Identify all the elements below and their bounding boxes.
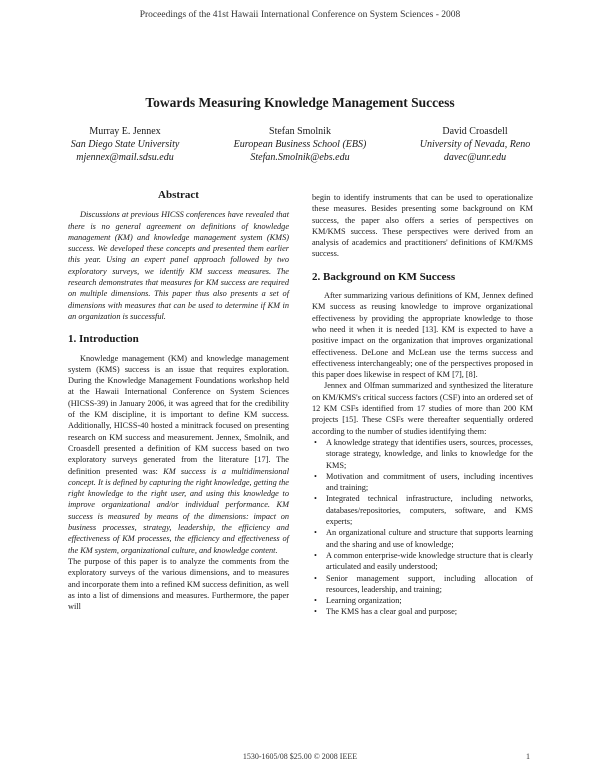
intro-continuation: begin to identify instruments that can be used to operationalize these measures. Besides presenting some background on KM success, the paper also offers a series of perspectives on KM/KMS success. These perspectives were derived from an analysis of academics and practitioners' definitions of KM/KMS success.: [312, 193, 533, 259]
author-3: [390, 125, 560, 164]
abstract-heading: Abstract: [158, 189, 199, 201]
paper-title: Towards Measuring Knowledge Management Success: [145, 95, 455, 110]
background-paragraph-2: Jennex and Olfman summarized and synthesized the literature on KM/KMS's critical success factors (CSF) into an ordered set of 12 KM CSFs identified from 17 studies of more than 200 KM projects [15]. These CSFs were thereafter sequentially ordered according to the number of studies identifying them:: [312, 381, 533, 436]
left-column: [68, 190, 289, 612]
list-item: • Learning organization;: [326, 595, 533, 606]
page-number: 1: [526, 752, 530, 761]
background-heading: 2. Background on KM Success: [312, 270, 456, 283]
author-2: [215, 125, 385, 164]
list-item: • An organizational culture and structure that supports learning and the sharing and use of knowledge;: [326, 527, 533, 550]
copyright-footer: 1530-1605/08 $25.00 © 2008 IEEE: [242, 752, 358, 761]
author-affiliation: San Diego State University: [70, 139, 180, 150]
km-success-definition: KM success is a multidimensional concept. It is defined by capturing the right knowledge, getting the right knowledge to the right user, and using this knowledge to improve organizational and/or individual performance. KM success is measured by means of the dimensions: impact on business processes, strategy, leadership, the efficiency and effectiveness of KM processes, the efficiency and effectiveness of the KM system, organizational culture, and knowledge content.: [68, 466, 289, 555]
author-email: mjennex@mail.sdsu.edu: [76, 152, 174, 163]
author-name: David Croasdell: [442, 126, 508, 137]
abstract-text: Discussions at previous HICSS conferences have revealed that there is no general agreement on definitions of knowledge management (KM) and knowledge management system (KMS) success. We developed these concepts and presented them earlier this year. Using an expert panel approach followed by two exploratory surveys, we identify KM success measures. The research demonstrates that measures for KM success are required on multiple dimensions. This paper thus also presents a set of dimensions with measures that can be used to determine if KM in an organization is successful.: [68, 210, 289, 321]
author-affiliation: University of Nevada, Reno: [419, 139, 531, 150]
author-name: Murray E. Jennex: [89, 126, 161, 137]
list-item: • Senior management support, including allocation of resources, leadership, and training;: [326, 573, 533, 596]
author-block: [40, 125, 560, 164]
proceedings-header: Proceedings of the 41st Hawaii International Conference on System Sciences - 2008: [139, 10, 461, 20]
intro-paragraph-2: The purpose of this paper is to analyze the comments from the exploratory surveys of the various dimensions, and to measures and incorporate them into a refined KM success definition, as well as into a list of dimensions and measures. Furthermore, the paper will: [68, 556, 289, 612]
list-item: • A knowledge strategy that identifies users, sources, processes, storage strategy, knowledge, and links to knowledge for the KMS;: [326, 437, 533, 471]
author-name: Stefan Smolnik: [269, 126, 331, 137]
right-column: [312, 192, 533, 618]
intro-paragraph-1: [68, 353, 289, 556]
author-email: Stefan.Smolnik@ebs.edu: [250, 152, 350, 163]
author-1: [40, 125, 210, 164]
intro-p1-plain: Knowledge management (KM) and knowledge management system (KMS) success is an issue that requires exploration. During the Knowledge Management Foundations workshop held at the Hawaii International Conference on System Sciences (HICSS-39) in January 2006, it was agreed that for the credibility of the KM discipline, it is important to define KM success. Additionally, HICSS-40 hosted a minitrack focused on presenting research on KM success and measurement. Jennex, Smolnik, and Croasdell presented a definition of KM success based on two exploratory surveys generated from the literature [17]. The definition presented was:: [68, 353, 289, 476]
csf-list: [312, 437, 533, 618]
list-item: • The KMS has a clear goal and purpose;: [326, 606, 533, 617]
list-item: • A common enterprise-wide knowledge structure that is clearly articulated and easily understood;: [326, 550, 533, 573]
author-affiliation: European Business School (EBS): [233, 139, 367, 150]
intro-heading: 1. Introduction: [68, 333, 139, 346]
list-item: • Motivation and commitment of users, including incentives and training;: [326, 471, 533, 494]
background-paragraph-1: After summarizing various definitions of KM, Jennex defined KM success as reusing knowledge to improve organizational effectiveness by providing the appropriate knowledge to those who need it when it is needed [13]. KM is expected to have a positive impact on the organization that improves organizational effectiveness. DeLone and McLean use the terms success and effectiveness interchangeably; one of the perspectives proposed in this paper does likewise in respect of KM [7], [8].: [312, 291, 533, 380]
author-email: davec@unr.edu: [443, 152, 507, 163]
list-item: • Integrated technical infrastructure, including networks, databases/repositories, computers, software, and KMS experts;: [326, 493, 533, 527]
